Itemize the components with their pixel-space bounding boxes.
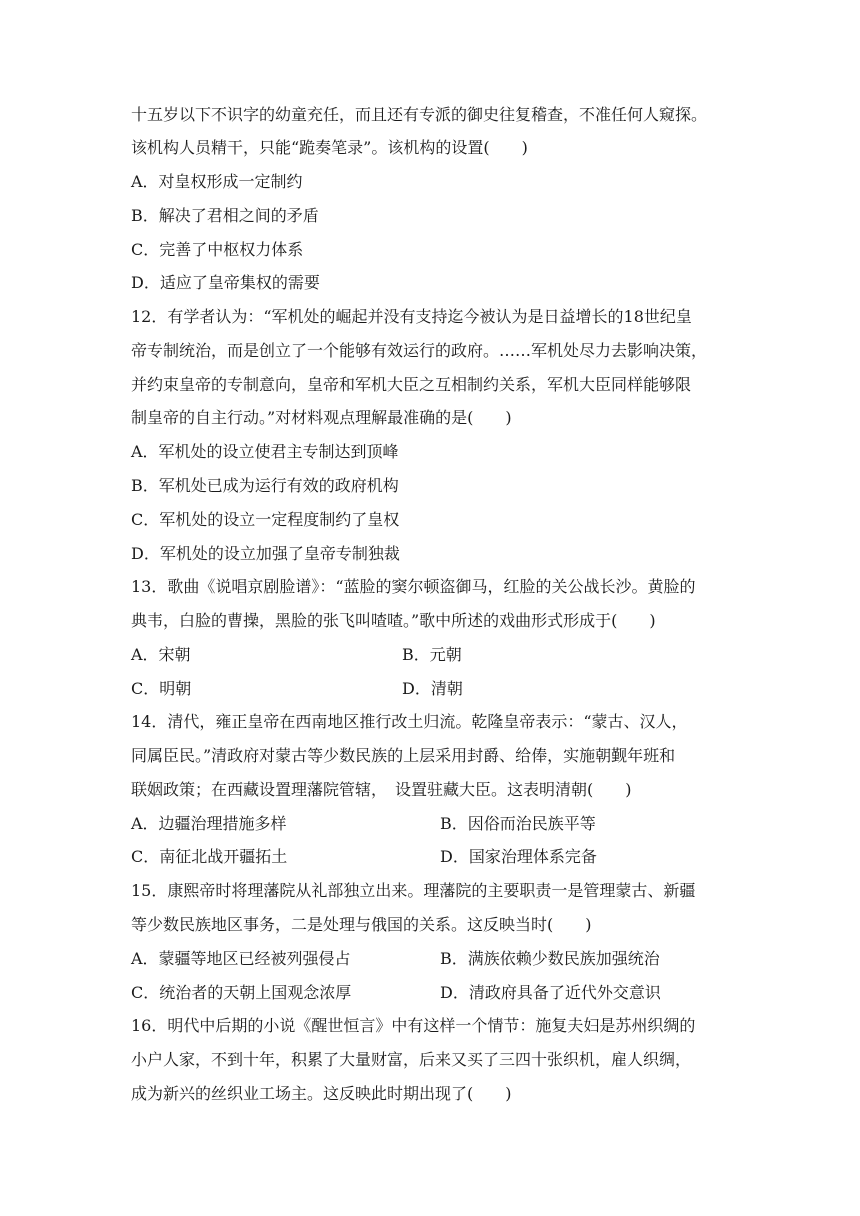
q15-option-a[interactable]: A．蒙疆等地区已经被列强侵占 (131, 949, 351, 968)
q12-line-2: 帝专制统治，而是创立了一个能够有效运行的政府。……军机处尽力去影响决策， (131, 341, 708, 360)
q11-line-2: 该机构人员精干，只能“跪奏笔录”。该机构的设置( ) (131, 138, 528, 157)
q12-line-3: 并约束皇帝的专制意向，皇帝和军机大臣之互相制约关系，军机大臣同样能够限 (131, 375, 692, 394)
q12-option-b[interactable]: B．军机处已成为运行有效的政府机构 (131, 476, 399, 495)
q13-line-2: 典韦，白脸的曹操，黑脸的张飞叫喳喳。”歌中所述的戏曲形式形成于( ) (131, 611, 656, 630)
q13-option-d[interactable]: D．清朝 (402, 679, 463, 698)
q11-option-d[interactable]: D．适应了皇帝集权的需要 (131, 273, 320, 292)
q14-option-d[interactable]: D．国家治理体系完备 (440, 847, 597, 866)
q12-option-d[interactable]: D．军机处的设立加强了皇帝专制独裁 (131, 544, 400, 563)
q16-line-2: 小户人家，不到十年，积累了大量财富，后来又买了三四十张织机，雇人织绸， (131, 1050, 692, 1069)
q14-line-2: 同属臣民。”清政府对蒙古等少数民族的上层采用封爵、给俸，实施朝觐年班和 (131, 746, 676, 765)
q13-option-a[interactable]: A．宋朝 (131, 645, 191, 664)
q14-option-c[interactable]: C．南征北战开疆拓土 (131, 847, 288, 866)
q13-option-b[interactable]: B．元朝 (402, 645, 462, 664)
q15-line-1: 15．康熙帝时将理藩院从礼部独立出来。理藩院的主要职责一是管理蒙古、新疆 (131, 881, 696, 900)
q14-line-1: 14．清代，雍正皇帝在西南地区推行改土归流。乾隆皇帝表示：“蒙古、汉人， (131, 712, 688, 731)
q12-line-1: 12．有学者认为：“军机处的崛起并没有支持迄今被认为是日益增长的18世纪皇 (131, 307, 692, 326)
q14-option-b[interactable]: B．因俗而治民族平等 (440, 814, 596, 833)
q15-option-d[interactable]: D．清政府具备了近代外交意识 (440, 983, 661, 1002)
q15-option-b[interactable]: B．满族依赖少数民族加强统治 (440, 949, 660, 968)
q11-option-b[interactable]: B．解决了君相之间的矛盾 (131, 206, 319, 225)
q12-option-c[interactable]: C．军机处的设立一定程度制约了皇权 (131, 510, 400, 529)
q11-option-a[interactable]: A．对皇权形成一定制约 (131, 172, 303, 191)
q15-option-c[interactable]: C．统治者的天朝上国观念浓厚 (131, 983, 352, 1002)
q12-line-4: 制皇帝的自主行动。”对材料观点理解最准确的是( ) (131, 408, 512, 427)
q12-option-a[interactable]: A．军机处的设立使君主专制达到顶峰 (131, 442, 399, 461)
q15-line-2: 等少数民族地区事务，二是处理与俄国的关系。这反映当时( ) (131, 915, 592, 934)
q11-line-1: 十五岁以下不识字的幼童充任，而且还有专派的御史往复稽查，不准任何人窥探。 (131, 105, 708, 124)
q14-option-a[interactable]: A．边疆治理措施多样 (131, 814, 287, 833)
q14-line-3: 联姻政策；在西藏设置理藩院管辖， 设置驻藏大臣。这表明清朝( ) (131, 780, 632, 799)
q16-line-1: 16．明代中后期的小说《醒世恒言》中有这样一个情节：施复夫妇是苏州织绸的 (131, 1016, 696, 1035)
q11-option-c[interactable]: C．完善了中枢权力体系 (131, 240, 304, 259)
q13-option-c[interactable]: C．明朝 (131, 679, 192, 698)
q16-line-3: 成为新兴的丝织业工场主。这反映此时期出现了( ) (131, 1084, 512, 1103)
q13-line-1: 13．歌曲《说唱京剧脸谱》：“蓝脸的窦尔顿盗御马，红脸的关公战长沙。黄脸的 (131, 577, 696, 596)
